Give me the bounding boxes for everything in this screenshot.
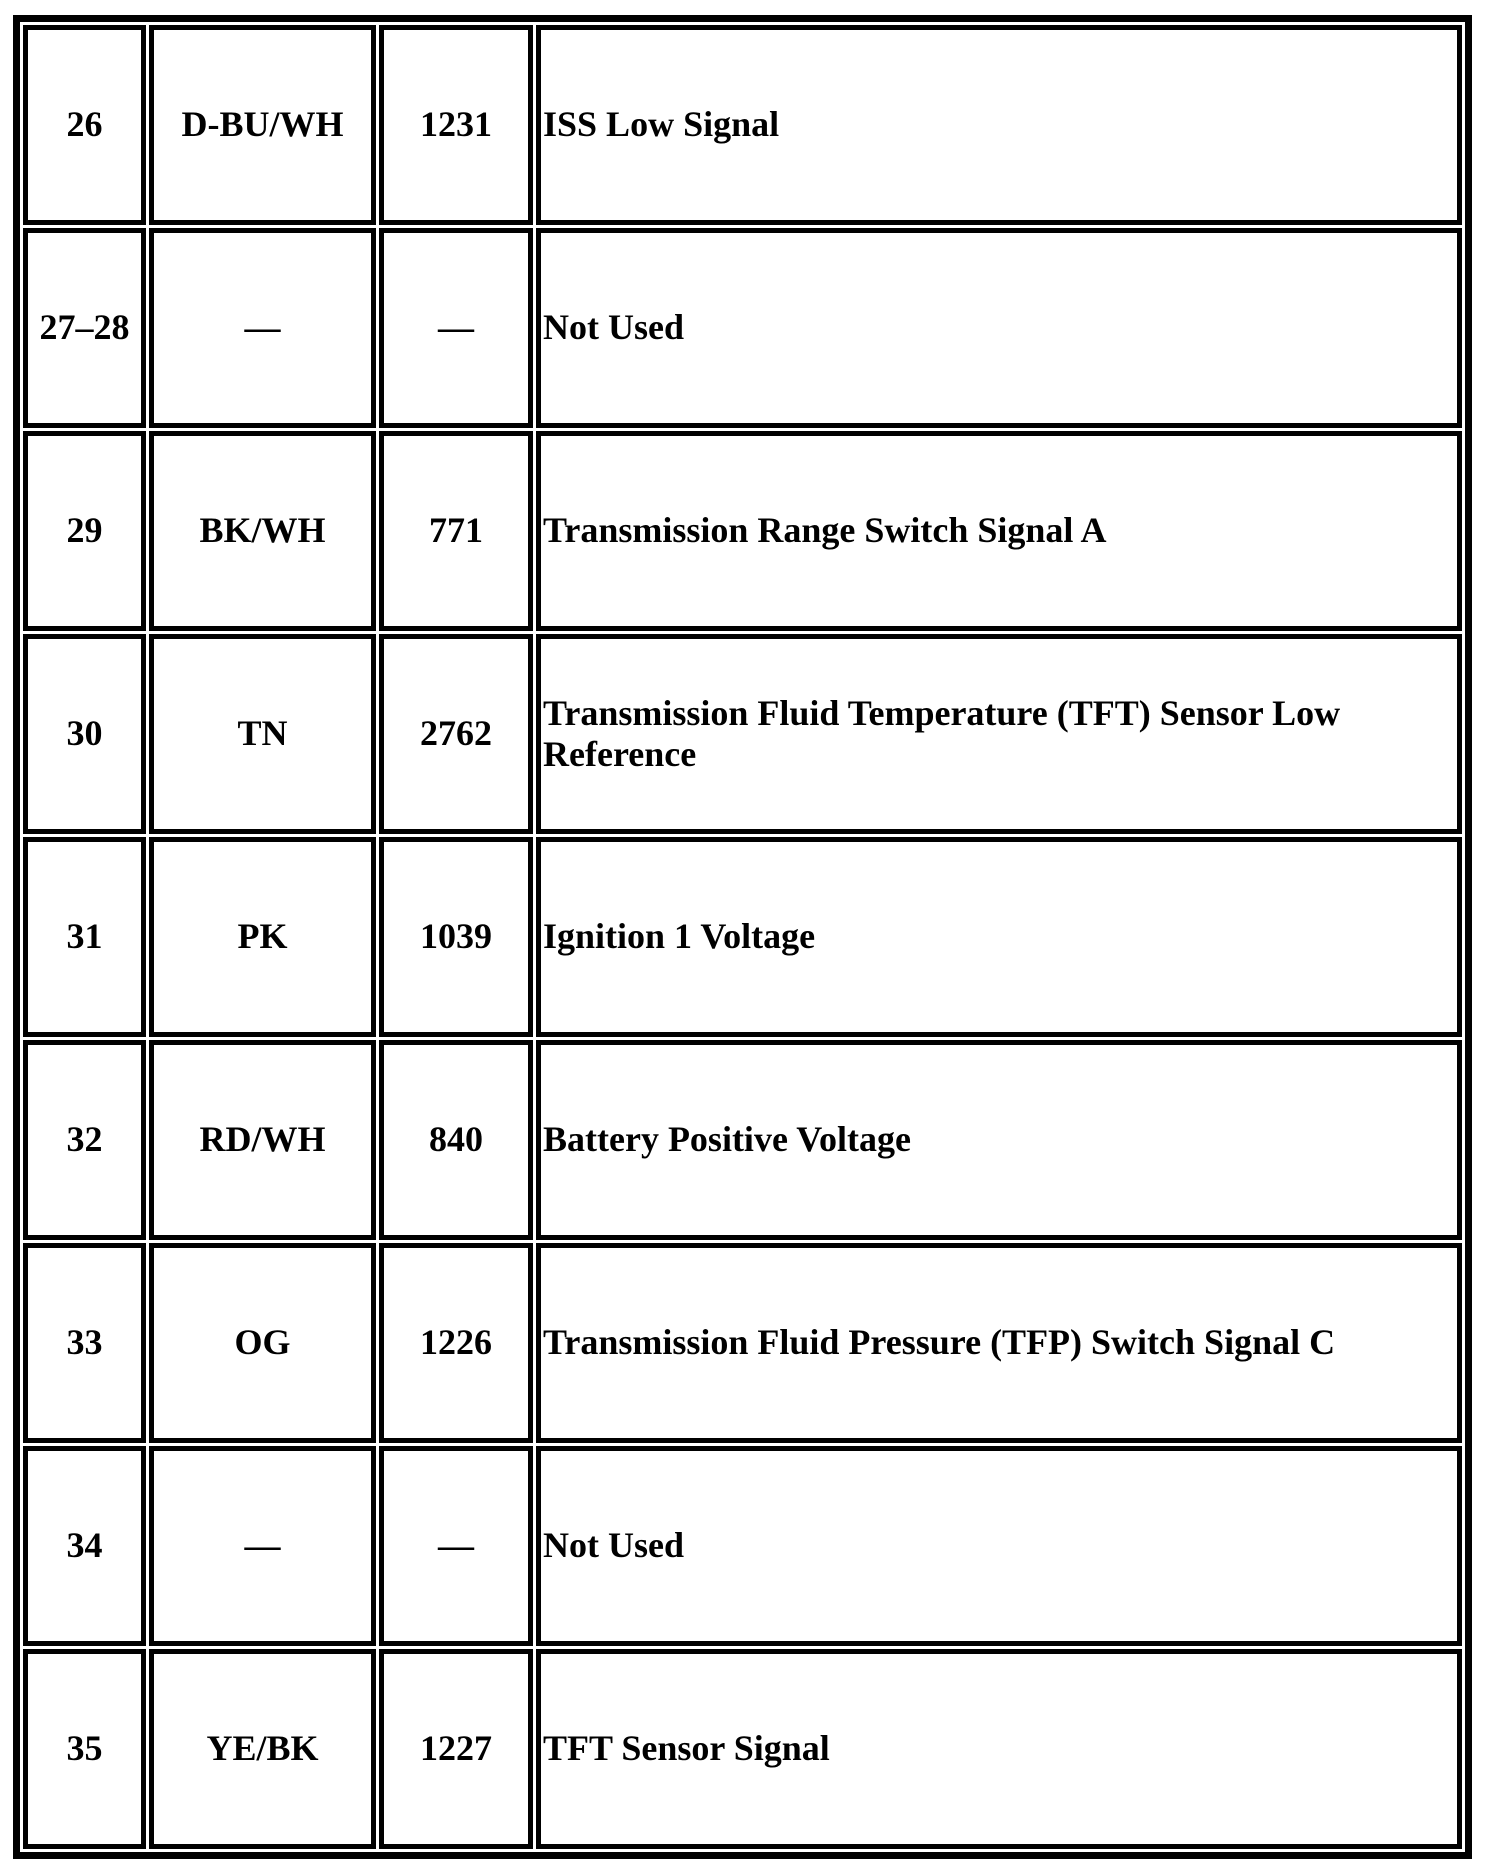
circuit-cell: 1226 (379, 1243, 533, 1443)
circuit-cell: 840 (379, 1040, 533, 1240)
wire-color-cell: TN (149, 634, 376, 834)
circuit-cell: 1227 (379, 1649, 533, 1849)
table-row (23, 1243, 1462, 1443)
function-cell: Transmission Range Switch Signal A (536, 431, 1462, 631)
pin-cell: 32 (23, 1040, 146, 1240)
function-cell: Ignition 1 Voltage (536, 837, 1462, 1037)
function-cell: TFT Sensor Signal (536, 1649, 1462, 1849)
table-row (23, 25, 1462, 225)
table-row (23, 1649, 1462, 1849)
function-cell: Transmission Fluid Pressure (TFP) Switch Signal C (536, 1243, 1462, 1443)
circuit-cell: 2762 (379, 634, 533, 834)
circuit-cell: 771 (379, 431, 533, 631)
table-row (23, 228, 1462, 428)
pin-cell: 34 (23, 1446, 146, 1646)
wire-color-cell: BK/WH (149, 431, 376, 631)
table-row (23, 1446, 1462, 1646)
table-row (23, 431, 1462, 631)
pin-cell: 31 (23, 837, 146, 1037)
pin-cell: 29 (23, 431, 146, 631)
circuit-cell: — (379, 1446, 533, 1646)
circuit-cell: 1039 (379, 837, 533, 1037)
connector-pinout-table (13, 15, 1472, 1859)
wire-color-cell: — (149, 228, 376, 428)
function-cell: Battery Positive Voltage (536, 1040, 1462, 1240)
wire-color-cell: YE/BK (149, 1649, 376, 1849)
wire-color-cell: D-BU/WH (149, 25, 376, 225)
pin-cell: 35 (23, 1649, 146, 1849)
pin-cell: 27–28 (23, 228, 146, 428)
pinout-table-body (23, 25, 1462, 1849)
table-row (23, 1040, 1462, 1240)
wire-color-cell: — (149, 1446, 376, 1646)
circuit-cell: — (379, 228, 533, 428)
function-cell: Not Used (536, 228, 1462, 428)
table-row (23, 634, 1462, 834)
function-cell: Not Used (536, 1446, 1462, 1646)
wire-color-cell: PK (149, 837, 376, 1037)
circuit-cell: 1231 (379, 25, 533, 225)
pin-cell: 33 (23, 1243, 146, 1443)
wire-color-cell: RD/WH (149, 1040, 376, 1240)
function-cell: ISS Low Signal (536, 25, 1462, 225)
table-row (23, 837, 1462, 1037)
function-cell: Transmission Fluid Temperature (TFT) Sensor Low Reference (536, 634, 1462, 834)
wire-color-cell: OG (149, 1243, 376, 1443)
pin-cell: 30 (23, 634, 146, 834)
pin-cell: 26 (23, 25, 146, 225)
